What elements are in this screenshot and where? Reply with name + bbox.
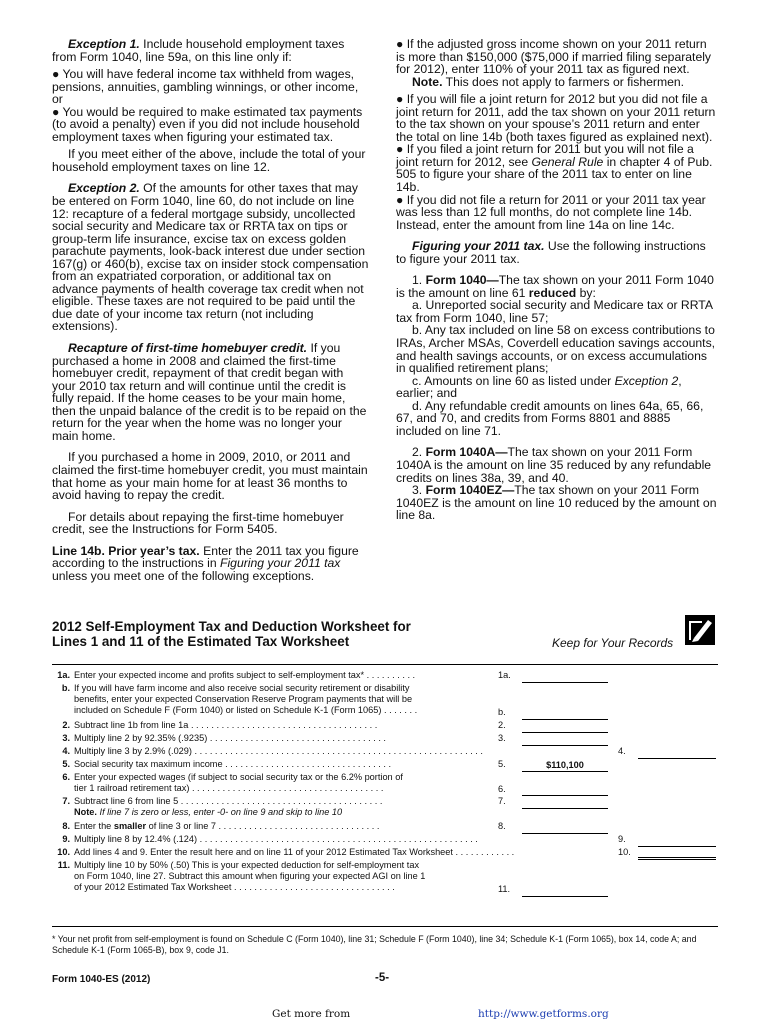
row-text: included on Schedule F (Form 1040) or listed on Schedule K-1 (Form 1065) . . . . . . .	[74, 705, 418, 716]
note-label: Note.	[74, 807, 97, 818]
joint-return-bullet: ● If you will file a joint return for 2012 but you did not file a joint return for 2011, add the tax shown on your 2011 return to the tax shown on your spouse’s 2011 return and enter the total on line 14b (both taxes figured as explained next).	[396, 92, 716, 144]
line-1b-entry[interactable]	[522, 708, 608, 720]
row-emphasis: smaller	[113, 821, 147, 831]
row-number: 2.	[62, 720, 70, 730]
exception-1-paragraph	[52, 38, 370, 63]
row-label: 7.	[498, 796, 506, 806]
exception-1-followup: If you meet either of the above, include the total of your household employment taxes on line 12.	[52, 147, 366, 174]
item-text: The tax shown on your 2011 Form 1040 is the amount on line 61	[396, 273, 714, 300]
item-number: 3.	[412, 483, 426, 498]
row-number: 11.	[57, 860, 70, 870]
row-text: If you will have farm income and also receive social security retirement or disability	[74, 683, 410, 693]
note-label: Note.	[412, 74, 443, 89]
item-1b: b. Any tax included on line 58 on excess contributions to IRAs, Archer MSAs, Coverdell education savings accounts, and health savings accounts, or on excess accumulations in qualified retirement plans;	[396, 323, 716, 376]
worksheet-table	[52, 670, 718, 897]
item-number: 1.	[412, 273, 426, 288]
row-number: 10.	[57, 847, 70, 857]
item-1d: d. Any refundable credit amounts on lines 64a, 65, 66, 67, and 70, and credits from Forms 8801 and 8885 included on line 71.	[396, 398, 704, 438]
worksheet-row-2	[52, 720, 718, 733]
bullet-text-end: in chapter 4 of Pub. 505 to figure your share of the 2011 tax to enter on line 14b.	[396, 154, 713, 195]
worksheet-title-line-2: Lines 1 and 11 of the Estimated Tax Worksheet	[52, 633, 350, 649]
exception-1-heading: Exception 1.	[68, 37, 140, 51]
filed-joint-bullet: ● If you filed a joint return for 2011 but you will not file a joint return for 2012, see General Rule in chapter 4 of Pub. 505 to figure your share of the 2011 tax to enter on line 14b.	[396, 142, 713, 195]
row-label: 10.	[618, 847, 631, 857]
row-number: 9.	[62, 834, 70, 844]
item-text: The tax shown on your 2011 Form 1040EZ is the amount on line 10 reduced by the amount on line 8a.	[396, 483, 717, 523]
exception-2-text: Of the amounts for other taxes that may be entered on Form 1040, line 60, do not include on line 12: recapture of a federal mortgage subsidy, uncollected social security and Medicare tax or RRTA tax on tips or group-term life insurance, excise tax on excess golden parachute payments, look-back interest due under section 167(g) or 460(b), excise tax on insider stock compensation from an expatriated corporation, or additional tax on advance payments of health coverage tax credit when not eligible. These taxes are not required to be paid until the due date of your income tax return (not including extensions).	[52, 181, 369, 334]
row-text: Multiply line 3 by 2.9% (.029) . . . . . . . . . . . . . . . . . . . . . . . . . . . . . . . . . . . . . . . . . . . . . . . . . . . . . . . . .	[74, 746, 483, 756]
row-text: on Form 1040, line 27. Subtract this amount when figuring your expected AGI on line 1	[74, 871, 426, 882]
row-label: b.	[498, 707, 506, 717]
row-number: 3.	[62, 733, 70, 743]
item-1c	[396, 375, 718, 400]
line-7-entry[interactable]	[522, 797, 608, 809]
pen-and-paper-icon	[684, 614, 716, 646]
recapture-paragraph	[52, 342, 370, 442]
item-heading: Form 1040—	[425, 273, 499, 288]
line-6-entry[interactable]	[522, 784, 608, 796]
item-3-paragraph	[396, 484, 718, 522]
row-label: 3.	[498, 733, 506, 743]
row-number: 5.	[62, 759, 70, 769]
recapture-text: If you purchased a home in 2008 and claimed the first-time homebuyer credit, repayment of that credit began with your 2010 tax return and will continue until the credit is fully repaid. If the home ceases to be your main home, then the unpaid balance of the credit is to be repaid on the return for the year when the home was no longer your main home.	[52, 341, 367, 443]
row-text: Subtract line 1b from line 1a . . . . . . . . . . . . . . . . . . . . . . . . . . . . . . . . . . . . .	[74, 720, 378, 730]
row-number: 6.	[62, 772, 70, 782]
bullet-text: You will have federal income tax withheld from wages, pensions, annuities, gambling winnings, or other income, or	[52, 67, 359, 107]
not-filed-bullet: ● If you did not file a return for 2011 or your 2011 tax year was less than 12 full months, do not complete line 14b. Instead, enter the amount from line 14a on line 14c.	[396, 192, 706, 232]
right-column	[396, 38, 718, 527]
line-14b-paragraph	[52, 545, 370, 583]
exception-2-heading: Exception 2.	[68, 181, 140, 196]
note-text: If line 7 is zero or less, enter -0- on line 9 and skip to line 10	[96, 807, 343, 818]
item-heading: Form 1040EZ—	[425, 483, 515, 498]
exception-2-ref: Exception 2	[614, 373, 679, 388]
worksheet-title-line-1: 2012 Self-Employment Tax and Deduction Worksheet for	[52, 619, 411, 634]
line-14b-text: Enter the 2011 tax you figure according to the instructions in	[52, 543, 359, 571]
worksheet-row-9	[52, 834, 718, 847]
row-number: 1a.	[57, 670, 70, 680]
line-5-amount: $110,100	[522, 760, 608, 772]
bullet-text: If the adjusted gross income shown on your 2011 return is more than $150,000 ($75,000 if married filing separately for 2012), enter 110% of your 2011 tax as figured next.	[396, 37, 712, 77]
item-number: 2.	[412, 445, 426, 460]
item-1a: a. Unreported social security and Medicare tax or RRTA tax from Form 1040, line 57;	[396, 298, 713, 325]
row-number: b.	[61, 683, 70, 693]
line-3-entry[interactable]	[522, 734, 608, 746]
item-text-end: , earlier; and	[396, 373, 682, 401]
note-paragraph	[396, 76, 718, 89]
exception-2-paragraph	[52, 182, 370, 333]
line-14b-italic-ref: Figuring your 2011 tax	[220, 556, 341, 571]
item-text: c. Amounts on line 60 as listed under	[412, 373, 615, 388]
worksheet-footnote: * Your net profit from self-employment is found on Schedule C (Form 1040), line 31; Schedule F (Form 1040), line 34; Schedule K-1 (Form 1065), box 14, code A; and Schedule K-1 (Form 1065-B), box 9, code J1.	[52, 934, 697, 955]
item-text-end: by:	[576, 285, 596, 300]
figuring-heading: Figuring your 2011 tax.	[412, 239, 545, 254]
agi-bullet: ● If the adjusted gross income shown on your 2011 return is more than $150,000 ($75,000 if married filing separately for 2012), enter 110% of your 2011 tax as figured next.	[396, 37, 712, 77]
item-1-paragraph	[396, 274, 718, 299]
row-text: Enter your expected wages (if subject to social security tax or the 6.2% portion of	[74, 772, 403, 782]
item-emphasis: reduced	[528, 285, 577, 300]
row-text: tier 1 railroad retirement tax) . . . . . . . . . . . . . . . . . . . . . . . . . . . . . . . . . . . . . .	[74, 783, 384, 794]
worksheet-row-7	[52, 796, 718, 821]
row-7-note	[74, 807, 514, 818]
repayment-details-paragraph: For details about repaying the first-time homebuyer credit, see the Instructions for Form 5405.	[52, 509, 344, 537]
row-text: Multiply line 10 by 50% (.50) This is your expected deduction for self-employment tax	[74, 860, 420, 870]
row-label: 2.	[498, 720, 506, 730]
line-14b-text-end: unless you meet one of the following exceptions.	[52, 568, 315, 583]
keep-for-records-label: Keep for Your Records	[552, 636, 674, 650]
row-label: 6.	[498, 784, 506, 794]
row-text: Social security tax maximum income . . . . . . . . . . . . . . . . . . . . . . . . . . . . . . . . .	[74, 759, 392, 769]
getforms-link[interactable]: http://www.getforms.org	[478, 1008, 609, 1020]
row-text: benefits, enter your expected Conservation Reserve Program payments that will be	[74, 694, 413, 705]
line-2-entry[interactable]	[522, 721, 608, 733]
general-rule-ref: General Rule	[531, 154, 604, 169]
row-number: 7.	[62, 796, 70, 806]
homebuyer-2009-paragraph: If you purchased a home in 2009, 2010, or 2011 and claimed the first-time homebuyer credit, you must maintain that home as your main home for at least 36 months to avoid having to repay the credit.	[52, 450, 368, 503]
exception-1-bullet-2: ● You would be required to make estimated tax payments (to avoid a penalty) even if you did not include household employment taxes when figuring your estimated tax.	[52, 104, 363, 144]
row-number: 4.	[62, 746, 70, 756]
worksheet-row-11	[52, 860, 718, 897]
bullet-text: If you will file a joint return for 2012 but you did not file a joint return for 2011, add the tax shown on your 2011 return to the tax shown on your spouse’s 2011 return and enter the total on line 14b (both taxes figured as explained next).	[396, 92, 716, 144]
worksheet-row-8	[52, 821, 718, 834]
worksheet-row-4	[52, 746, 718, 759]
get-more-text: Get more from	[272, 1008, 351, 1020]
worksheet-bottom-rule	[52, 926, 718, 927]
row-text: Add lines 4 and 9. Enter the result here and on line 11 of your 2012 Estimated Tax Worksheet . . . . . . . . . . . .	[74, 847, 515, 857]
worksheet-title	[52, 620, 472, 649]
row-text: of your 2012 Estimated Tax Worksheet . . . . . . . . . . . . . . . . . . . . . . . . . . . . . . . .	[74, 882, 395, 893]
row-label: 11.	[498, 884, 511, 894]
page-number: -5-	[375, 972, 390, 984]
left-column	[52, 38, 370, 587]
row-label: 4.	[618, 746, 626, 756]
worksheet-row-1b	[52, 683, 718, 720]
row-text: Multiply line 8 by 12.4% (.124) . . . . . . . . . . . . . . . . . . . . . . . . . . . . . . . . . . . . . . . . . . . . . . . . . . . . . . .	[74, 834, 478, 844]
row-label: 9.	[618, 834, 626, 844]
recapture-heading: Recapture of first-time homebuyer credit.	[68, 341, 308, 356]
worksheet-row-6	[52, 772, 718, 796]
note-text: This does not apply to farmers or fishermen.	[442, 74, 685, 89]
line-8-entry[interactable]	[522, 822, 608, 834]
form-identifier: Form 1040-ES (2012)	[52, 974, 151, 985]
row-text: Enter the	[74, 821, 114, 831]
row-text: Multiply line 2 by 92.35% (.9235) . . . . . . . . . . . . . . . . . . . . . . . . . . . . . . . . . . .	[74, 733, 386, 743]
worksheet-top-rule	[52, 664, 718, 665]
exception-1-text: Include household employment taxes from Form 1040, line 59a, on this line only if:	[52, 37, 345, 64]
row-label: 1a.	[498, 670, 511, 680]
figuring-paragraph	[396, 240, 718, 265]
row-label: 5.	[498, 759, 506, 769]
row-text: Subtract line 6 from line 5 . . . . . . . . . . . . . . . . . . . . . . . . . . . . . . . . . . . . . . . .	[74, 796, 383, 806]
row-8-text	[74, 821, 514, 832]
row-text: Enter your expected income and profits subject to self-employment tax* . . . . . . . . . .	[74, 670, 416, 680]
figuring-text: Use the following instructions to figure your 2011 tax.	[396, 239, 706, 266]
line-1a-entry[interactable]	[522, 671, 608, 683]
exception-1-bullet-1: ● You will have federal income tax withheld from wages, pensions, annuities, gambling winnings, or other income, or	[52, 67, 359, 107]
item-2-paragraph	[396, 446, 718, 484]
bullet-text: You would be required to make estimated tax payments (to avoid a penalty) even if you did not include household employment taxes when figuring your estimated tax.	[52, 104, 363, 144]
line-11-entry[interactable]	[522, 885, 608, 897]
row-number: 8.	[62, 821, 70, 831]
line-4-entry[interactable]	[638, 747, 716, 759]
bullet-text: If you filed a joint return for 2011 but you will not file a joint return for 2012, see	[396, 142, 694, 169]
worksheet-row-1a	[52, 670, 718, 683]
row-text-end: of line 3 or line 7 . . . . . . . . . . . . . . . . . . . . . . . . . . . . . . . .	[146, 821, 380, 831]
row-label: 8.	[498, 821, 506, 831]
item-text: The tax shown on your 2011 Form 1040A is the amount on line 35 reduced by any refundable credits on lines 38a, 39, and 40.	[396, 445, 712, 485]
worksheet-row-3	[52, 733, 718, 746]
worksheet-row-5	[52, 759, 718, 772]
worksheet-row-10	[52, 847, 718, 860]
line-10-entry[interactable]	[638, 846, 716, 860]
line-14b-heading: Line 14b. Prior year’s tax.	[52, 543, 200, 558]
item-heading: Form 1040A—	[425, 445, 508, 460]
bullet-text: If you did not file a return for 2011 or your 2011 tax year was less than 12 full months, do not complete line 14b. Instead, enter the amount from line 14a on line 14c.	[396, 192, 706, 232]
